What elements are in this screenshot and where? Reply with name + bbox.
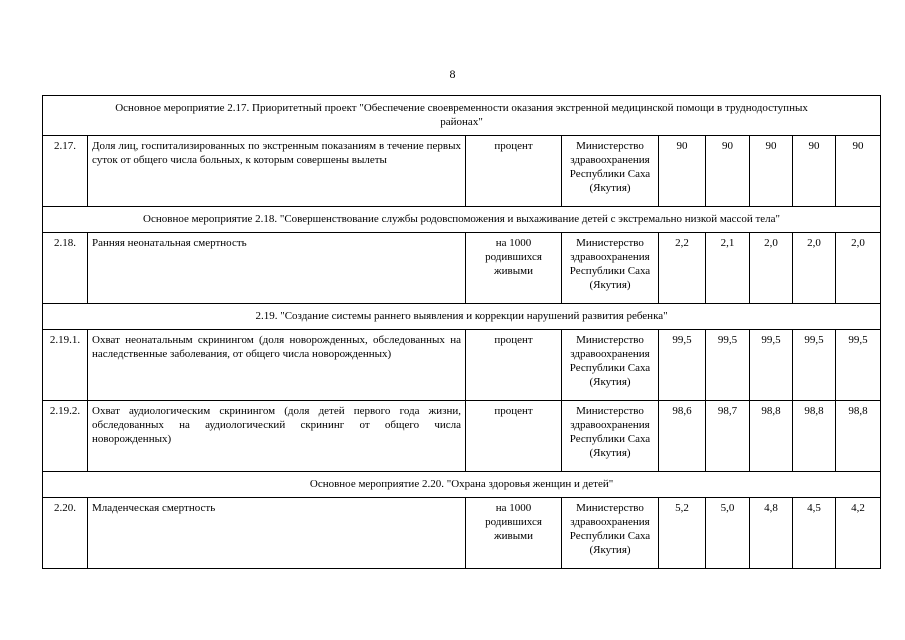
section-header: Основное мероприятие 2.20. "Охрана здоровья женщин и детей"	[43, 472, 881, 498]
table-row	[43, 401, 881, 472]
responsible: Министерство здравоохранения Республики Саха (Якутия)	[562, 401, 659, 472]
value-cell: 90	[706, 136, 750, 207]
indicator-name: Ранняя неонатальная смертность	[88, 233, 466, 304]
unit: процент	[466, 401, 562, 472]
section-header-row	[43, 207, 881, 233]
value-cell: 90	[836, 136, 881, 207]
value-cell: 4,8	[750, 498, 793, 569]
indicators-table	[42, 95, 881, 569]
responsible: Министерство здравоохранения Республики Саха (Якутия)	[562, 330, 659, 401]
table-row	[43, 330, 881, 401]
value-cell: 2,0	[750, 233, 793, 304]
responsible: Министерство здравоохранения Республики Саха (Якутия)	[562, 136, 659, 207]
value-cell: 98,8	[836, 401, 881, 472]
value-cell: 5,2	[659, 498, 706, 569]
responsible: Министерство здравоохранения Республики Саха (Якутия)	[562, 233, 659, 304]
value-cell: 2,1	[706, 233, 750, 304]
row-number: 2.18.	[43, 233, 88, 304]
section-header: Основное мероприятие 2.17. Приоритетный проект "Обеспечение своевременности оказания экстренной медицинской помощи в труднодоступных районах"	[43, 96, 881, 136]
indicator-name: Младенческая смертность	[88, 498, 466, 569]
value-cell: 99,5	[750, 330, 793, 401]
section-header: 2.19. "Создание системы раннего выявления и коррекции нарушений развития ребенка"	[43, 304, 881, 330]
value-cell: 99,5	[793, 330, 836, 401]
value-cell: 2,0	[793, 233, 836, 304]
section-header: Основное мероприятие 2.18. "Совершенствование службы родовспоможения и выхаживание детей с экстремально низкой массой тела"	[43, 207, 881, 233]
value-cell: 99,5	[836, 330, 881, 401]
indicator-name: Доля лиц, госпитализированных по экстренным показаниям в течение первых суток от общего числа больных, к которым совершены вылеты	[88, 136, 466, 207]
value-cell: 99,5	[706, 330, 750, 401]
value-cell: 98,8	[750, 401, 793, 472]
row-number: 2.20.	[43, 498, 88, 569]
value-cell: 98,6	[659, 401, 706, 472]
table-row	[43, 136, 881, 207]
row-number: 2.17.	[43, 136, 88, 207]
unit: на 1000 родившихся живыми	[466, 233, 562, 304]
value-cell: 5,0	[706, 498, 750, 569]
page-number: 8	[449, 67, 456, 81]
value-cell: 90	[793, 136, 836, 207]
value-cell: 2,0	[836, 233, 881, 304]
section-header-row	[43, 304, 881, 330]
row-number: 2.19.1.	[43, 330, 88, 401]
value-cell: 98,8	[793, 401, 836, 472]
indicator-name: Охват неонатальным скринингом (доля новорожденных, обследованных на наследственные заболевания, от общего числа новорожденных)	[88, 330, 466, 401]
value-cell: 99,5	[659, 330, 706, 401]
section-header-row	[43, 472, 881, 498]
value-cell: 4,2	[836, 498, 881, 569]
unit: процент	[466, 330, 562, 401]
value-cell: 90	[659, 136, 706, 207]
indicator-name: Охват аудиологическим скринингом (доля детей первого года жизни, обследованных на аудиологический скрининг от общего числа новорожденных)	[88, 401, 466, 472]
unit: на 1000 родившихся живыми	[466, 498, 562, 569]
value-cell: 98,7	[706, 401, 750, 472]
table-row	[43, 233, 881, 304]
value-cell: 90	[750, 136, 793, 207]
unit: процент	[466, 136, 562, 207]
table-row	[43, 498, 881, 569]
value-cell: 2,2	[659, 233, 706, 304]
value-cell: 4,5	[793, 498, 836, 569]
row-number: 2.19.2.	[43, 401, 88, 472]
responsible: Министерство здравоохранения Республики Саха (Якутия)	[562, 498, 659, 569]
section-header-row	[43, 96, 881, 136]
